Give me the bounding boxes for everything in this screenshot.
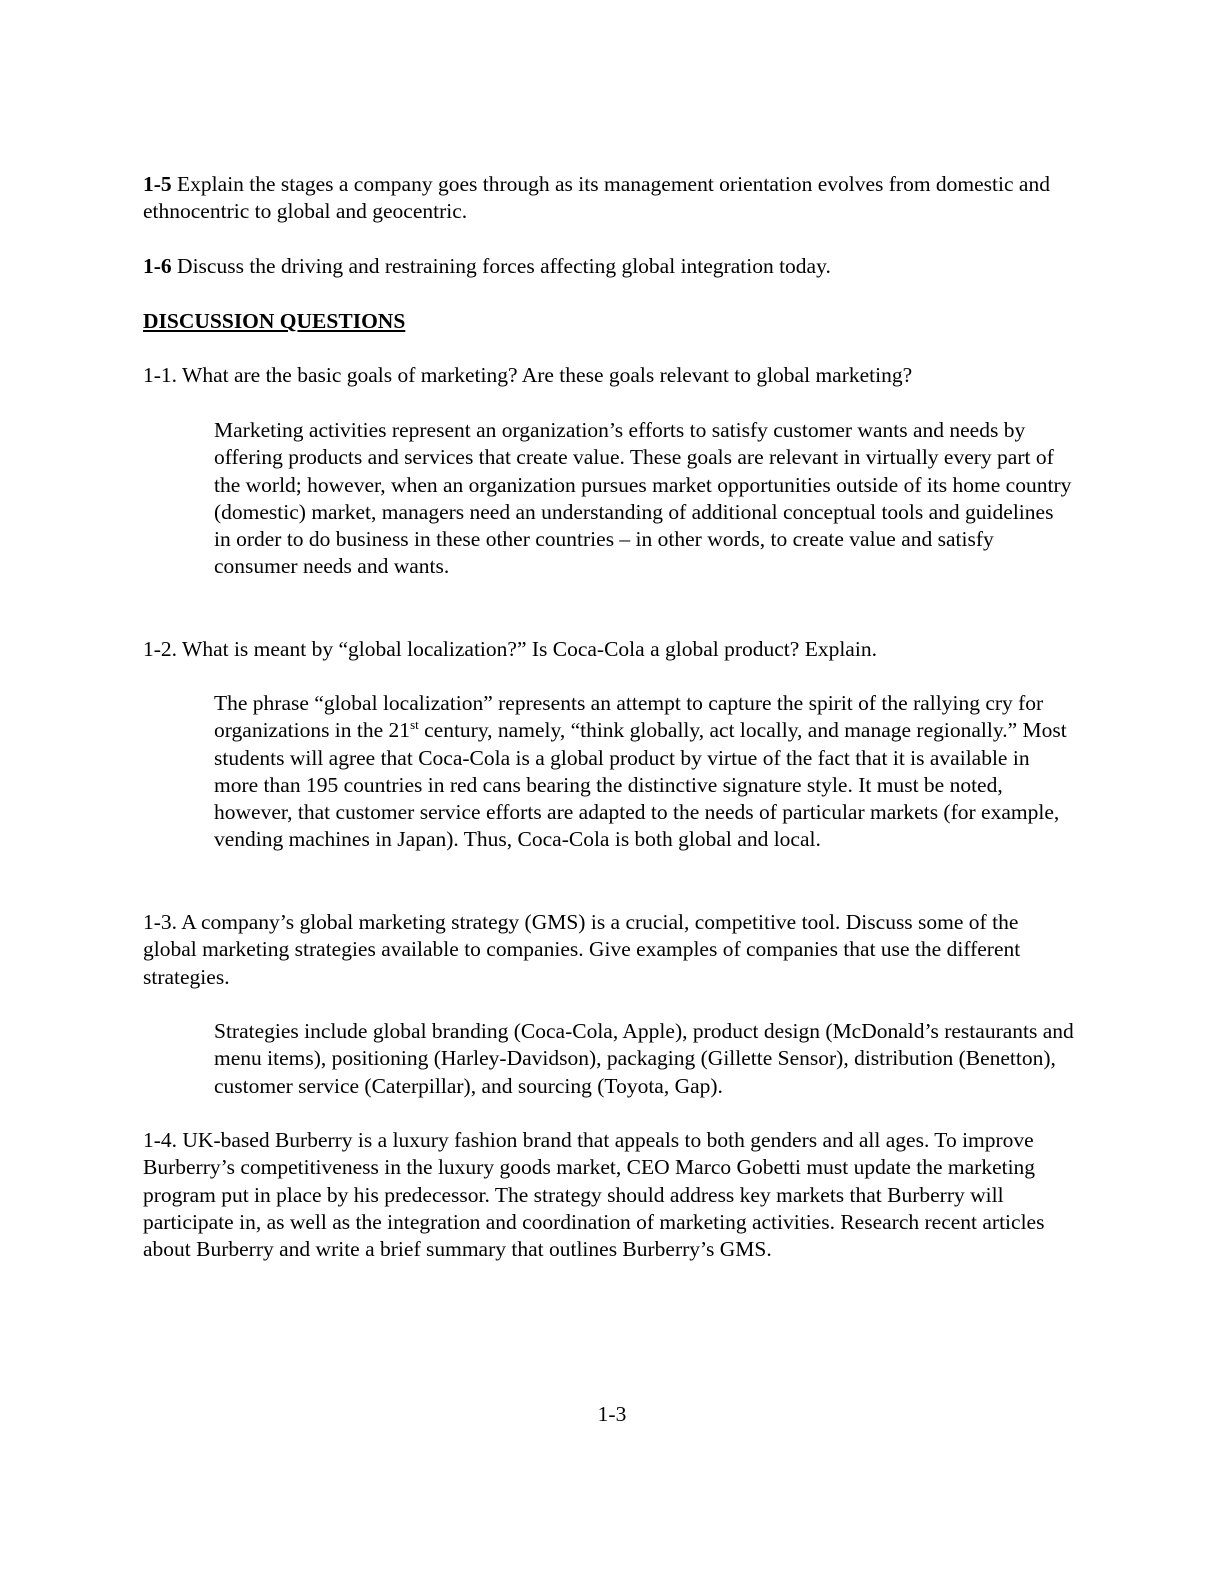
discussion-answer-1-2 xyxy=(214,690,1074,854)
question-number: 1-5 xyxy=(143,172,172,196)
discussion-answer-1-1: Marketing activities represent an organization’s efforts to satisfy customer wants and needs by offering products and services that create value. These goals are relevant in virtually every part of the world; however, when an organization pursues market opportunities outside of its home country (domestic) market, managers need an understanding of additional conceptual tools and guidelines in order to do business in these other countries – in other words, to create value and satisfy consumer needs and wants. xyxy=(214,418,1072,579)
discussion-question-1-4: 1-4. UK-based Burberry is a luxury fashion brand that appeals to both genders and all ages. To improve Burberry’s competitiveness in the luxury goods market, CEO Marco Gobetti must update the marketing program put in place by his predecessor. The strategy should address key markets that Burberry will participate in, as well as the integration and coordination of marketing activities. Research recent articles about Burberry and write a brief summary that outlines Burberry’s GMS. xyxy=(143,1128,1045,1262)
answer-text: The phrase “global localization” represents an attempt to capture the spirit of the rallying cry for organizations in the 21 xyxy=(214,691,1044,743)
discussion-question-1-2: 1-2. What is meant by “global localization?” Is Coca-Cola a global product? Explain. xyxy=(143,637,877,661)
discussion-answer-1-3: Strategies include global branding (Coca-Cola, Apple), product design (McDonald’s restaurants and menu items), positioning (Harley-Davidson), packaging (Gillette Sensor), distribution (Benetton), customer service (Caterpillar), and sourcing (Toyota, Gap). xyxy=(214,1019,1074,1098)
discussion-question-1-3: 1-3. A company’s global marketing strategy (GMS) is a crucial, competitive tool. Discuss some of the global marketing strategies available to companies. Give examples of companies that use the different strategies. xyxy=(143,910,1021,989)
review-question-1-6 xyxy=(143,253,1073,280)
page-number: 1-3 xyxy=(597,1402,627,1426)
discussion-question-1-1: 1-1. What are the basic goals of marketing? Are these goals relevant to global marketing? xyxy=(143,363,913,387)
section-heading: DISCUSSION QUESTIONS xyxy=(143,309,406,333)
question-text: Explain the stages a company goes through as its management orientation evolves from domestic and ethnocentric to global and geocentric. xyxy=(143,172,1050,224)
review-question-1-5 xyxy=(143,171,1073,226)
ordinal-suffix: st xyxy=(410,717,419,733)
question-number: 1-6 xyxy=(143,254,172,278)
answer-text: century, namely, “think globally, act locally, and manage regionally.” Most students will agree that Coca-Cola is a global product by virtue of the fact that it is available in more than 195 countries in red cans bearing the distinctive signature style. It must be noted, however, that customer service efforts are adapted to the needs of particular markets (for example, vending machines in Japan). Thus, Coca-Cola is both global and local. xyxy=(214,718,1067,852)
question-text: Discuss the driving and restraining forces affecting global integration today. xyxy=(177,254,831,278)
